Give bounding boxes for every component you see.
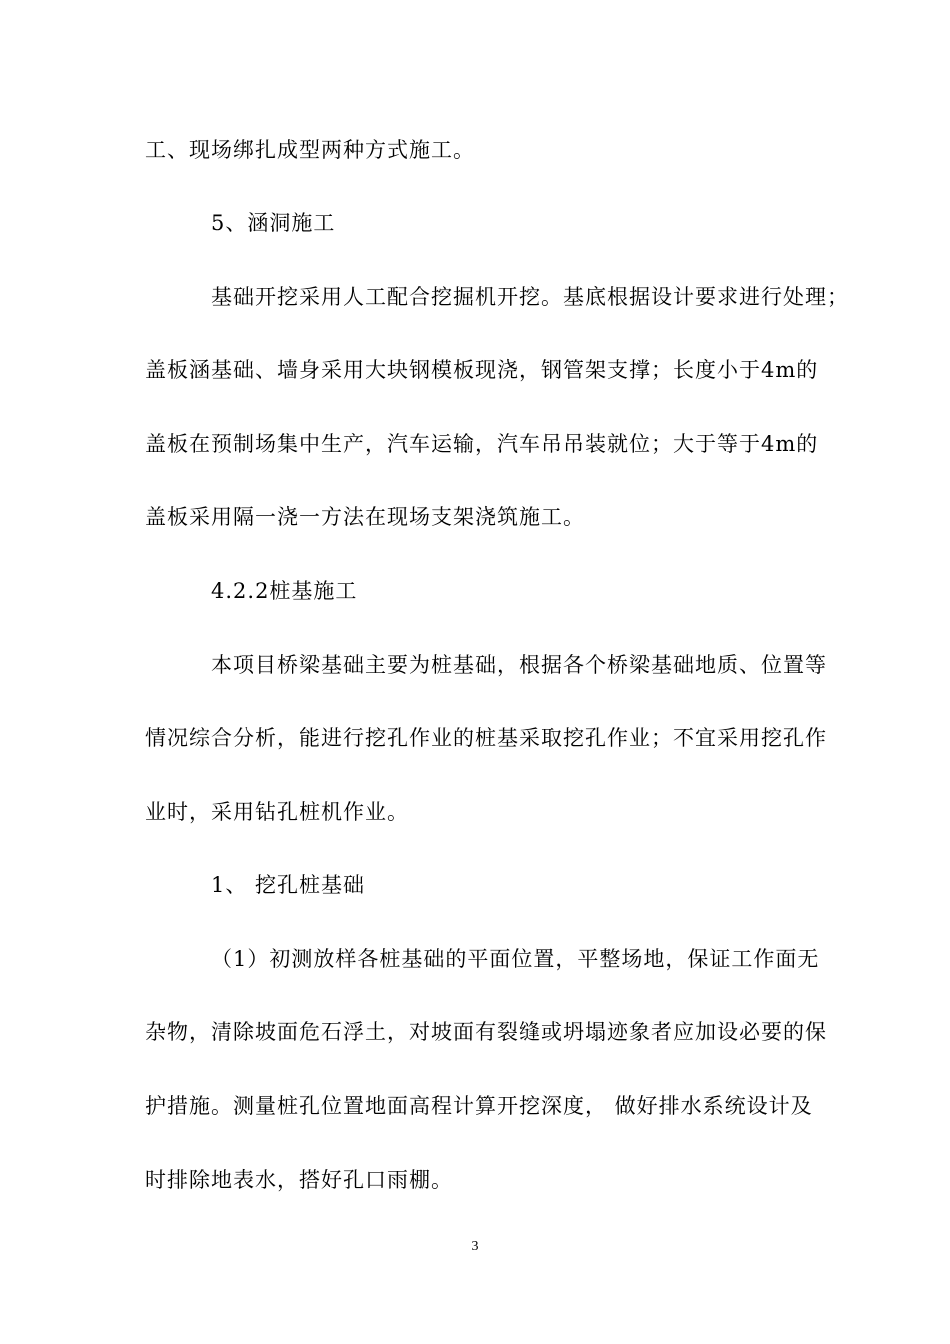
paragraph-line: 本项目桥梁基础主要为桩基础，根据各个桥梁基础地质、位置等 [211,653,827,677]
paragraph-line: 情况综合分析，能进行挖孔作业的桩基采取挖孔作业；不宜采用挖孔作 [145,726,827,750]
page-number: 3 [471,1239,479,1254]
paragraph-line: 基础开挖采用人工配合挖掘机开挖。基底根据设计要求进行处理； [211,285,849,309]
paragraph-line: 时排除地表水，搭好孔口雨棚。 [145,1168,453,1192]
paragraph-line: 盖板涵基础、墙身采用大块钢模板现浇，钢管架支撑；长度小于4m的 [145,358,819,382]
section-heading: 1、 挖孔桩基础 [211,873,366,897]
paragraph-line: 业时，采用钻孔桩机作业。 [145,800,409,824]
section-heading: 5、涵洞施工 [211,211,336,235]
paragraph-line: 盖板在预制场集中生产，汽车运输，汽车吊吊装就位；大于等于4m的 [145,432,819,456]
paragraph-line: 工、现场绑扎成型两种方式施工。 [145,138,475,162]
paragraph-line: 护措施。测量桩孔位置地面高程计算开挖深度， 做好排水系统设计及 [145,1094,813,1118]
paragraph-line: 杂物，清除坡面危石浮土，对坡面有裂缝或坍塌迹象者应加设必要的保 [145,1020,827,1044]
section-heading: 4.2.2桩基施工 [211,579,358,603]
paragraph-line: 盖板采用隔一浇一方法在现场支架浇筑施工。 [145,505,585,529]
paragraph-line: （1）初测放样各桩基础的平面位置，平整场地，保证工作面无 [211,947,820,971]
